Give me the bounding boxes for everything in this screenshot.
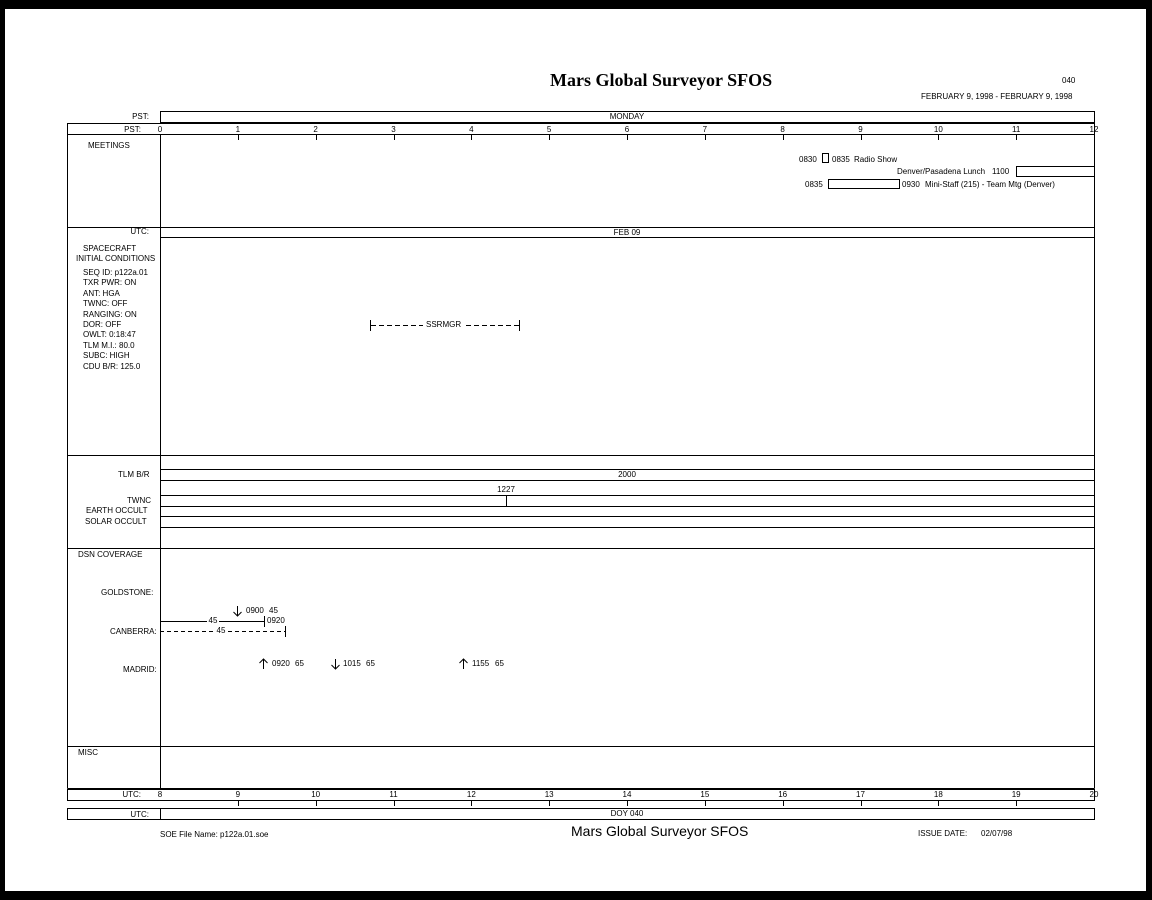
pst-tick-label: 6 bbox=[624, 125, 630, 134]
ssrmgr-label: SSRMGR bbox=[426, 320, 462, 329]
meeting-end: 0835 bbox=[832, 155, 850, 164]
canberra-event-time: 0900 bbox=[246, 606, 264, 615]
utc-tick-label: 8 bbox=[157, 790, 163, 799]
misc-label: MISC bbox=[78, 748, 98, 757]
earth-occult-label: EARTH OCCULT bbox=[86, 506, 148, 515]
utc-tick-label: 13 bbox=[544, 790, 554, 799]
meeting-start: 0830 bbox=[799, 155, 817, 164]
utc-tick-label: 10 bbox=[311, 790, 321, 799]
utc-tick-label: 19 bbox=[1011, 790, 1021, 799]
spacecraft-title: SPACECRAFT bbox=[83, 244, 137, 253]
canberra-set-arrow-icon bbox=[234, 606, 242, 616]
sfos-sheet bbox=[5, 9, 1146, 891]
pst-tick-label: 8 bbox=[780, 125, 785, 134]
utc-tick-label: 18 bbox=[933, 790, 943, 799]
initial-condition-item: SEQ ID: p122a.01 bbox=[83, 268, 148, 277]
meeting-bar-mini-staff bbox=[829, 180, 900, 189]
pst-tick-label: 11 bbox=[1012, 125, 1021, 134]
meetings-label: MEETINGS bbox=[88, 141, 130, 150]
doy-number: 040 bbox=[1062, 76, 1076, 85]
utc-tick-label: 17 bbox=[856, 790, 865, 799]
pst-tick-label: 0 bbox=[157, 125, 163, 134]
utc-tick-label: 14 bbox=[622, 790, 632, 799]
utc-tick-label: 11 bbox=[389, 790, 398, 799]
madrid-event-elev: 65 bbox=[366, 659, 375, 668]
goldstone-label: GOLDSTONE: bbox=[101, 588, 154, 597]
canberra-track-1-elev: 45 bbox=[208, 616, 218, 625]
pst-day-label: PST: bbox=[132, 112, 149, 121]
pst-tick-label: 7 bbox=[702, 125, 708, 134]
tlm-br-label: TLM B/R bbox=[118, 470, 150, 479]
madrid-event-time: 0920 bbox=[272, 659, 290, 668]
solar-occult-label: SOLAR OCCULT bbox=[85, 517, 147, 526]
utc-date: FEB 09 bbox=[613, 228, 641, 237]
page-title: Mars Global Surveyor SFOS bbox=[550, 70, 773, 90]
madrid-event-elev: 65 bbox=[295, 659, 304, 668]
pst-tick-label: 3 bbox=[391, 125, 396, 134]
meeting-start: 1100 bbox=[992, 167, 1010, 176]
utc-axis-label: UTC: bbox=[122, 790, 141, 799]
utc-tick-label: 15 bbox=[700, 790, 710, 799]
initial-condition-item: TWNC: OFF bbox=[83, 299, 128, 309]
issue-date: 02/07/98 bbox=[981, 829, 1013, 838]
meeting-start: 0835 bbox=[805, 180, 823, 189]
pst-tick-label: 10 bbox=[933, 125, 943, 134]
spacecraft-subtitle: INITIAL CONDITIONS bbox=[76, 254, 156, 263]
pst-axis-label: PST: bbox=[124, 125, 141, 134]
canberra-label: CANBERRA: bbox=[110, 627, 157, 636]
pst-tick-label: 5 bbox=[546, 125, 552, 134]
timeline-grid bbox=[5, 9, 1146, 891]
utc-tick-label: 9 bbox=[235, 790, 241, 799]
utc-tick-label: 20 bbox=[1089, 790, 1099, 799]
soe-file-name: SOE File Name: p122a.01.soe bbox=[160, 830, 269, 839]
day-name: MONDAY bbox=[609, 112, 645, 121]
initial-condition-item: ANT: HGA bbox=[83, 288, 120, 298]
meeting-name: Radio Show bbox=[854, 155, 898, 164]
pst-tick-label: 2 bbox=[313, 125, 318, 134]
footer-title: Mars Global Surveyor SFOS bbox=[571, 823, 749, 839]
madrid-event-elev: 65 bbox=[495, 659, 504, 668]
madrid-event-time: 1155 bbox=[472, 659, 490, 668]
madrid-set-arrow-icon bbox=[332, 659, 340, 669]
twnc-label: TWNC bbox=[127, 496, 151, 505]
doy-label: DOY 040 bbox=[610, 809, 644, 818]
initial-condition-item: DOR: OFF bbox=[83, 320, 122, 329]
initial-condition-item: SUBC: HIGH bbox=[83, 351, 130, 361]
meeting-name: Denver/Pasadena Lunch bbox=[897, 167, 986, 176]
doy-row-label: UTC: bbox=[130, 810, 149, 819]
pst-tick-label: 1 bbox=[235, 125, 241, 134]
meeting-bar-lunch bbox=[1017, 167, 1095, 177]
meeting-end: 0930 bbox=[902, 180, 920, 189]
madrid-label: MADRID: bbox=[123, 665, 157, 674]
madrid-rise-arrow-icon bbox=[260, 659, 268, 669]
utc-tick-label: 12 bbox=[466, 790, 476, 799]
madrid-event-time: 1015 bbox=[343, 659, 361, 668]
utc-tick-label: 16 bbox=[778, 790, 788, 799]
initial-condition-item: CDU B/R: 125.0 bbox=[83, 361, 141, 371]
meeting-name: Mini-Staff (215) - Team Mtg (Denver) bbox=[925, 180, 1055, 189]
pst-tick-label: 12 bbox=[1089, 125, 1099, 134]
dsn-coverage-label: DSN COVERAGE bbox=[78, 550, 143, 559]
pst-tick-label: 4 bbox=[469, 125, 474, 134]
meeting-bar-radio-show bbox=[823, 154, 829, 163]
initial-condition-item: TLM M.I.: 80.0 bbox=[83, 340, 135, 350]
tlm-br-value: 2000 bbox=[618, 470, 636, 479]
pst-tick-label: 9 bbox=[858, 125, 863, 134]
canberra-track-2-elev: 45 bbox=[216, 626, 226, 635]
twnc-time: 1227 bbox=[497, 485, 515, 494]
madrid-rise-arrow-icon bbox=[460, 659, 468, 669]
initial-condition-item: RANGING: ON bbox=[83, 309, 137, 319]
utc-date-label: UTC: bbox=[130, 227, 149, 236]
issue-date-label: ISSUE DATE: bbox=[918, 829, 968, 838]
initial-condition-item: OWLT: 0:18:47 bbox=[83, 330, 136, 340]
canberra-track-1-end-time: 0920 bbox=[267, 616, 285, 625]
initial-condition-item: TXR PWR: ON bbox=[83, 278, 137, 288]
canberra-event-elev: 45 bbox=[269, 606, 278, 615]
date-range: FEBRUARY 9, 1998 - FEBRUARY 9, 1998 bbox=[921, 92, 1073, 101]
